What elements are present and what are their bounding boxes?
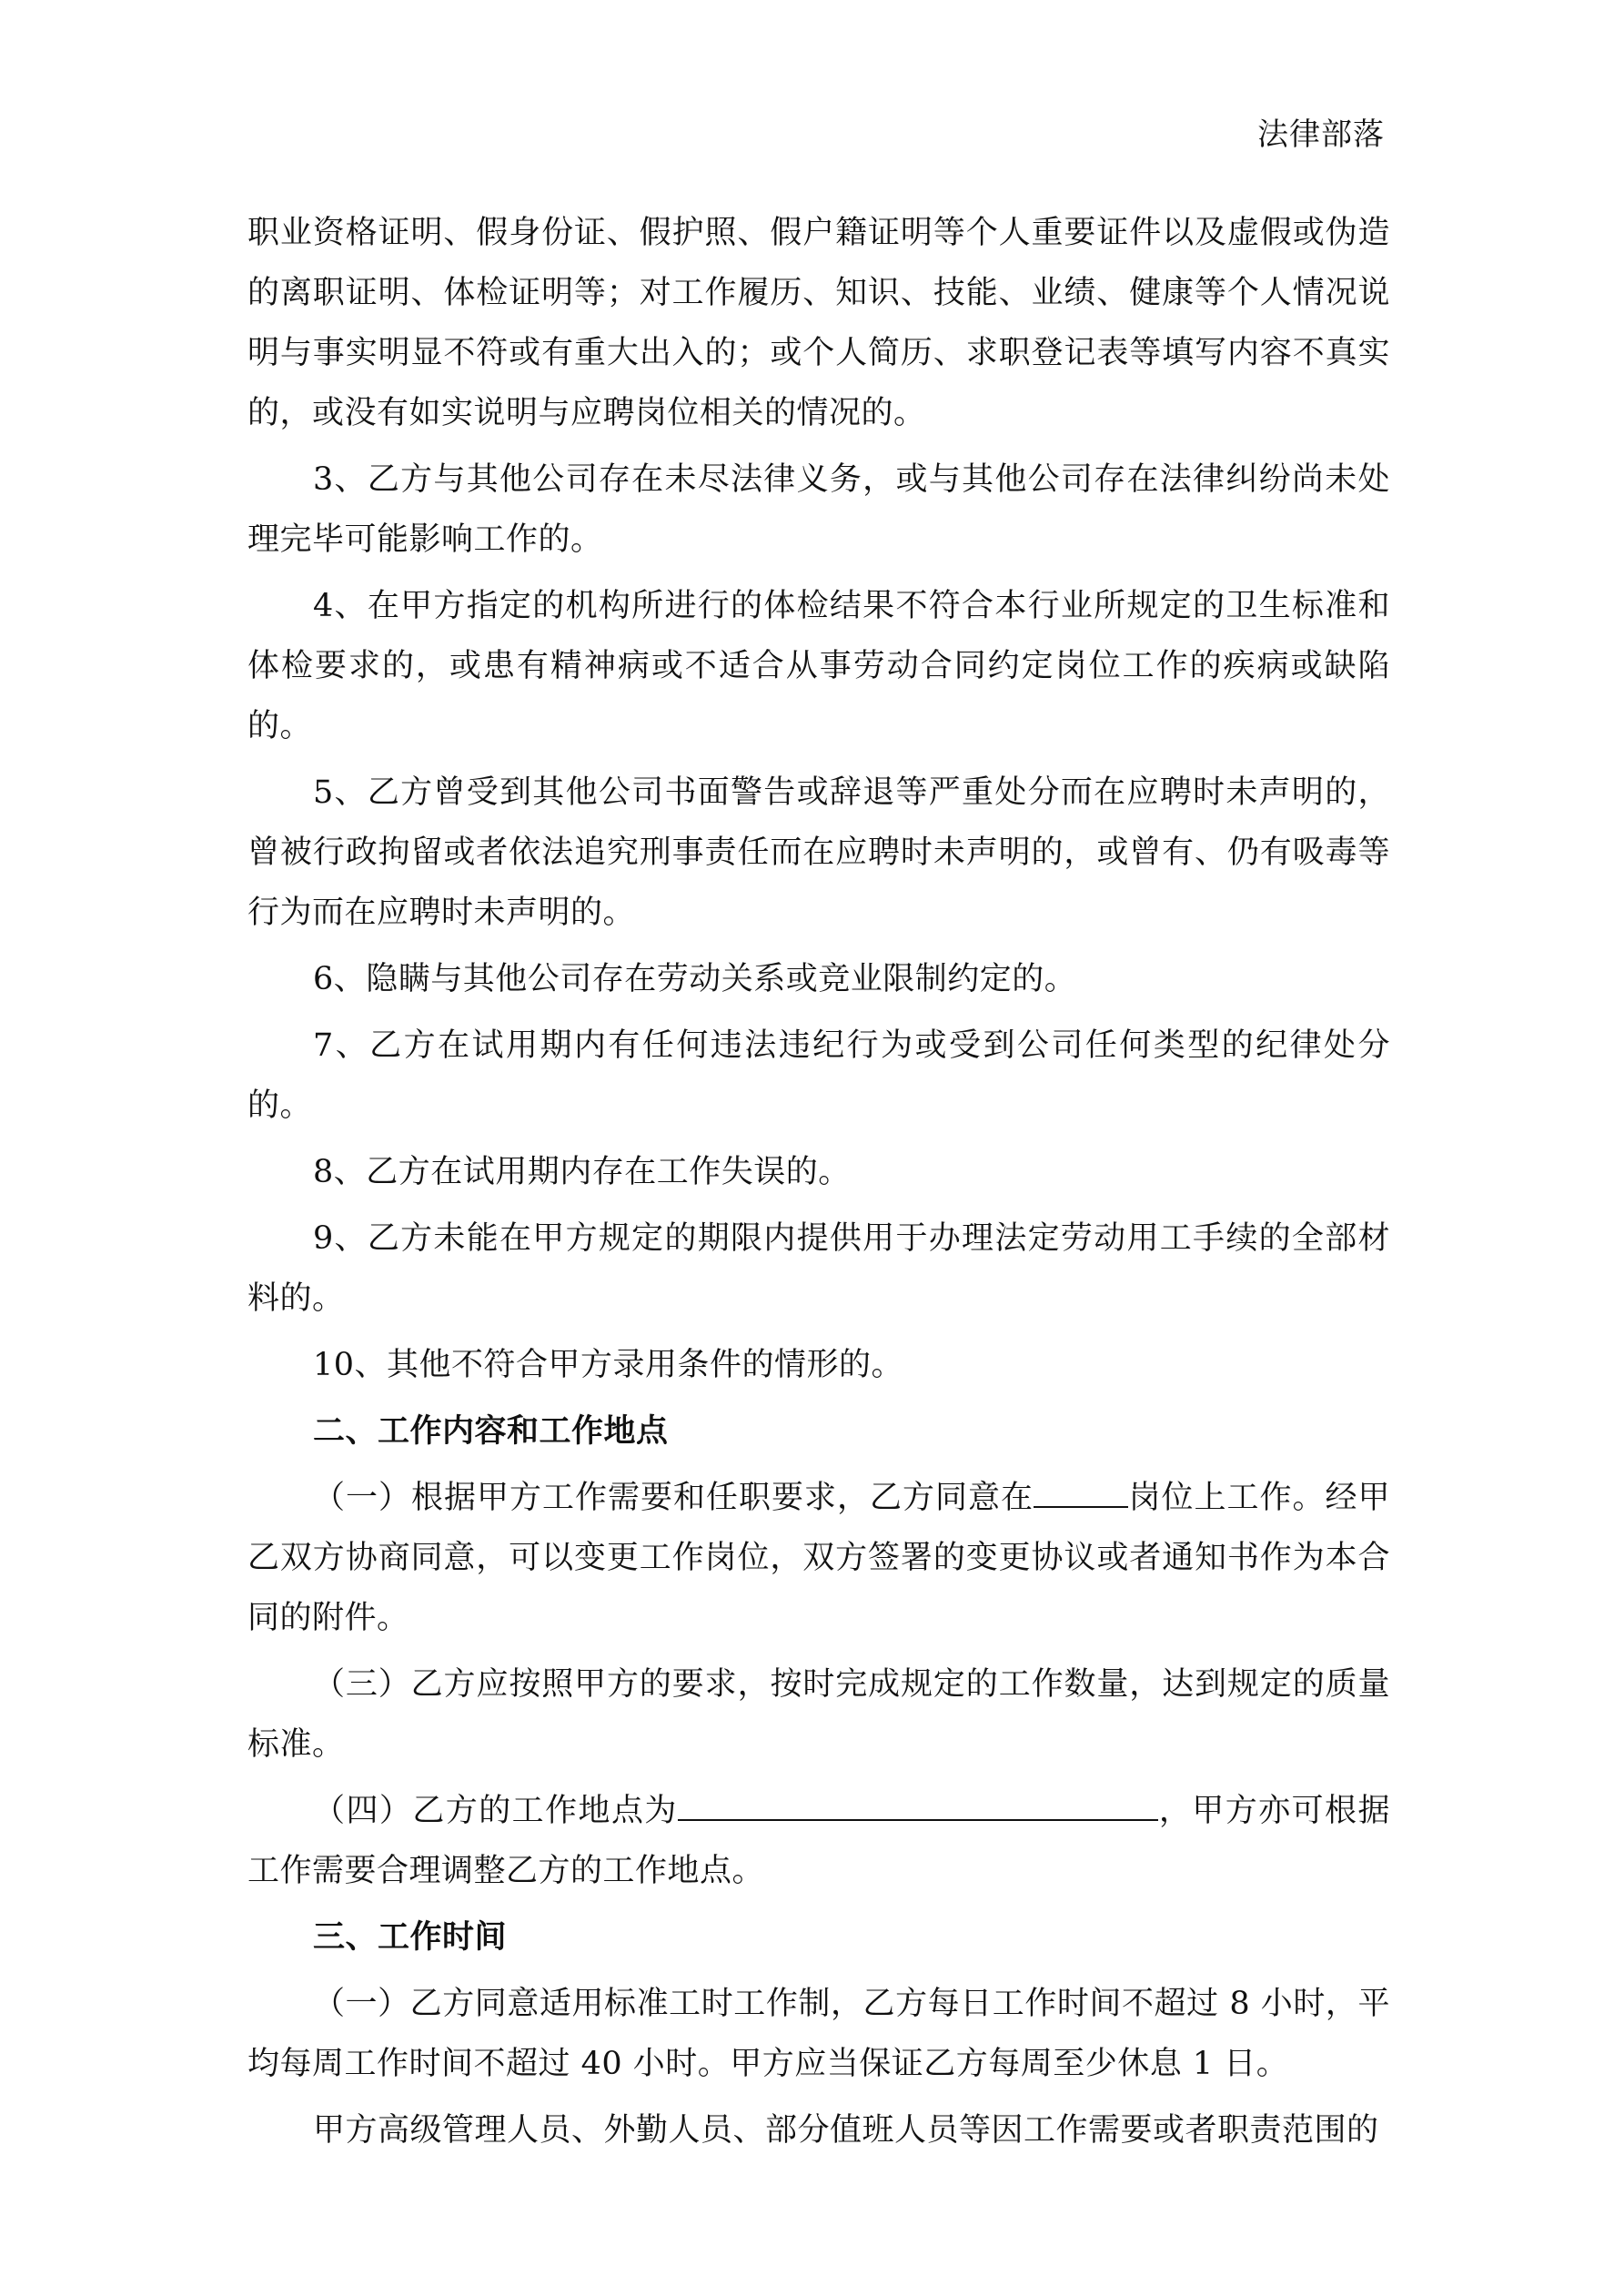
clause-3: 3、乙方与其他公司存在未尽法律义务，或与其他公司存在法律纠纷尚未处理完毕可能影响工作的。 xyxy=(247,461,1390,558)
work-location-text-b: ，甲方亦可根据工作需要合理调整乙方的工作地点。 xyxy=(247,1793,1390,1889)
page-header: 法律部落 xyxy=(1257,116,1385,153)
work-position-text-a: （一）根据甲方工作需要和任职要求，乙方同意在 xyxy=(313,1480,1034,1516)
work-quality-paragraph: （三）乙方应按照甲方的要求，按时完成规定的工作数量，达到规定的质量标准。 xyxy=(247,1666,1390,1763)
work-position-paragraph xyxy=(247,1468,1390,1648)
position-blank-line xyxy=(1034,1479,1128,1508)
work-position-text-b: 岗位上工作。经甲乙双方协商同意，可以变更工作岗位，双方签署的变更协议或者通知书作为本合同的附件。 xyxy=(247,1480,1390,1636)
section-heading-3: 三、工作时间 xyxy=(313,1919,508,1956)
management-staff-paragraph: 甲方高级管理人员、外勤人员、部分值班人员等因工作需要或者职责范围的 xyxy=(313,2112,1379,2149)
clause-7: 7、乙方在试用期内有任何违法违纪行为或受到公司任何类型的纪律处分的。 xyxy=(247,1027,1390,1124)
document-body xyxy=(247,203,1390,2167)
clause-5: 5、乙方曾受到其他公司书面警告或辞退等严重处分而在应聘时未声明的，曾被行政拘留或者依法追究刑事责任而在应聘时未声明的，或曾有、仍有吸毒等行为而在应聘时未声明的。 xyxy=(247,774,1390,931)
clause-6: 6、隐瞒与其他公司存在劳动关系或竞业限制约定的。 xyxy=(313,961,1077,997)
working-hours-paragraph: （一）乙方同意适用标准工时工作制，乙方每日工作时间不超过 8 小时，平均每周工作时间不超过 40 小时。甲方应当保证乙方每周至少休息 1 日。 xyxy=(247,1986,1390,2082)
clause-8: 8、乙方在试用期内存在工作失误的。 xyxy=(313,1154,851,1190)
section-heading-2: 二、工作内容和工作地点 xyxy=(313,1413,669,1450)
work-location-paragraph xyxy=(247,1781,1390,1901)
work-location-text-a: （四）乙方的工作地点为 xyxy=(313,1793,678,1829)
clause-10: 10、其他不符合甲方录用条件的情形的。 xyxy=(313,1347,904,1383)
clause-4: 4、在甲方指定的机构所进行的体检结果不符合本行业所规定的卫生标准和体检要求的，或患有精神病或不适合从事劳动合同约定岗位工作的疾病或缺陷的。 xyxy=(247,588,1390,744)
paragraph-continuation: 职业资格证明、假身份证、假护照、假户籍证明等个人重要证件以及虚假或伪造的离职证明、体检证明等；对工作履历、知识、技能、业绩、健康等个人情况说明与事实明显不符或有重大出入的；或个人简历、求职登记表等填写内容不真实的，或没有如实说明与应聘岗位相关的情况的。 xyxy=(247,215,1390,431)
clause-9: 9、乙方未能在甲方规定的期限内提供用于办理法定劳动用工手续的全部材料的。 xyxy=(247,1220,1390,1317)
location-blank-line xyxy=(678,1792,1158,1821)
